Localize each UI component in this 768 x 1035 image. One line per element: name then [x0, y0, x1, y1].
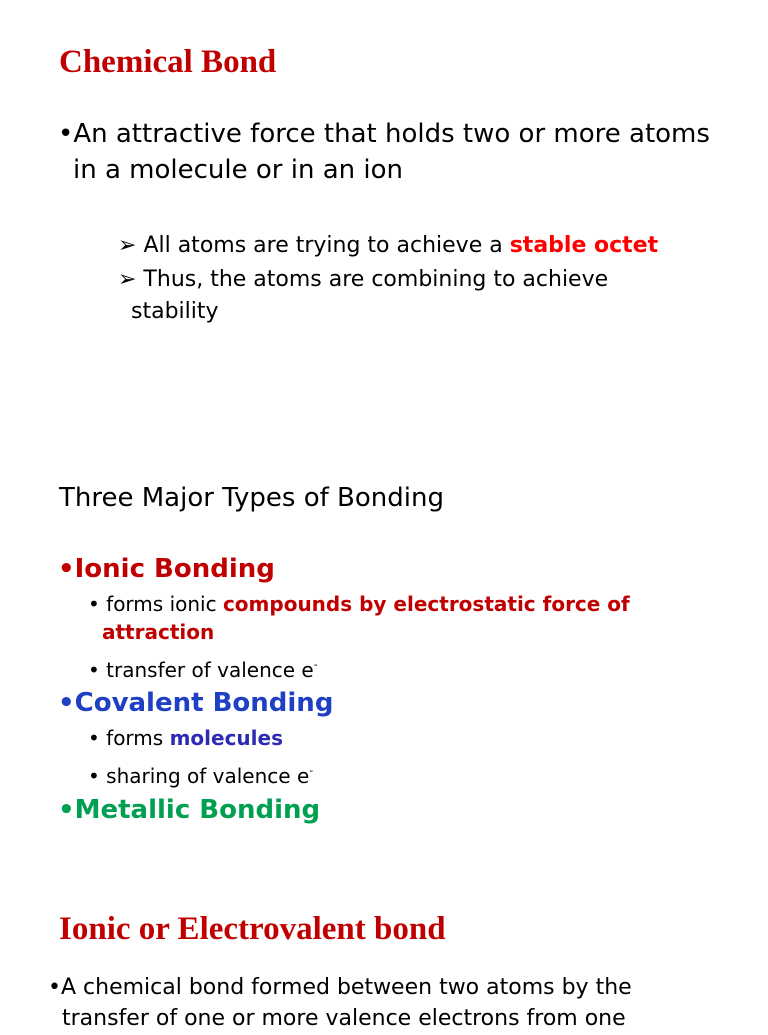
- slide1-subbullet-1: [118, 230, 658, 262]
- bullet-dot: •: [48, 975, 61, 1000]
- covalent-bonding-label: Covalent Bonding: [74, 688, 334, 718]
- molecules-highlight: molecules: [169, 726, 283, 750]
- bullet-dot: •: [58, 119, 74, 149]
- ionic-item1-prefix: forms ionic: [106, 592, 223, 616]
- ionic-item2-text: transfer of valence e: [106, 658, 314, 682]
- sub1-prefix: All atoms are trying to achieve a: [143, 233, 510, 258]
- covalent-bonding-item: [58, 685, 333, 721]
- slide3-bullet-line2: transfer of one or more valence electrons from one: [62, 1006, 626, 1031]
- slide2-heading: Three Major Types of Bonding: [59, 483, 444, 513]
- ionic-bonding-item: [58, 551, 275, 587]
- slide1-title: Chemical Bond: [59, 44, 277, 80]
- ionic-subitem-1: [88, 590, 630, 618]
- electron-superscript: -: [313, 658, 318, 671]
- slide1-bullet-line1: An attractive force that holds two or more atoms: [73, 119, 710, 149]
- covalent-subitem-1: [88, 724, 283, 752]
- arrow-bullet-icon: ➢: [118, 233, 137, 258]
- metallic-bonding-item: [58, 792, 320, 828]
- slide1-subbullet-2: [118, 264, 608, 296]
- covalent-item1-prefix: forms: [106, 726, 170, 750]
- electron-superscript: -: [309, 764, 314, 777]
- bullet-dot: •: [88, 658, 100, 682]
- ionic-item1-highlight: compounds by electrostatic force of: [222, 592, 630, 616]
- ionic-item1-highlight-line2: attraction: [102, 620, 215, 644]
- slide3-title: Ionic or Electrovalent bond: [59, 911, 446, 947]
- bullet-dot: •: [88, 764, 100, 788]
- slide1-bullet: [58, 116, 710, 152]
- arrow-bullet-icon: ➢: [118, 267, 137, 292]
- slide1-subbullet-2-line2: stability: [131, 299, 219, 324]
- sub2-line1: Thus, the atoms are combining to achieve: [136, 267, 609, 292]
- ionic-subitem-2: [88, 651, 318, 684]
- covalent-subitem-2: [88, 757, 313, 790]
- ionic-bonding-label: Ionic Bonding: [74, 554, 275, 584]
- slide3-bullet-line1: A chemical bond formed between two atoms by the: [60, 975, 632, 1000]
- bullet-dot: •: [88, 726, 100, 750]
- bullet-dot: •: [58, 688, 75, 718]
- covalent-item2-text: sharing of valence e: [106, 764, 310, 788]
- bullet-dot: •: [88, 592, 100, 616]
- stable-octet-highlight: stable octet: [509, 233, 659, 258]
- bullet-dot: •: [58, 795, 75, 825]
- slide1-bullet-line2: in a molecule or in an ion: [73, 155, 403, 185]
- slide3-bullet: [48, 972, 632, 1004]
- metallic-bonding-label: Metallic Bonding: [74, 795, 321, 825]
- bullet-dot: •: [58, 554, 75, 584]
